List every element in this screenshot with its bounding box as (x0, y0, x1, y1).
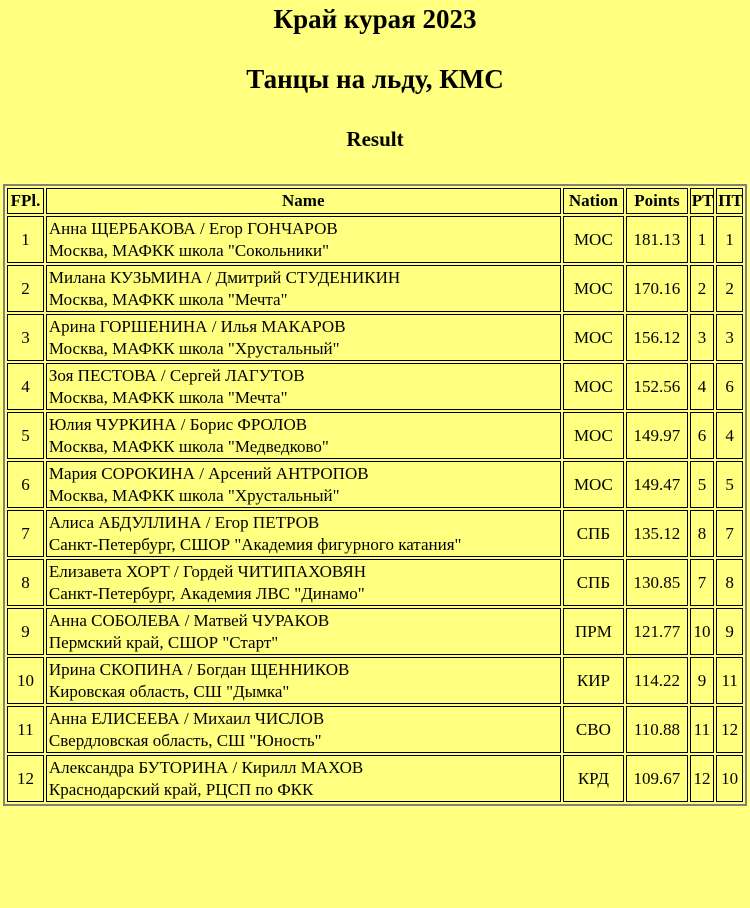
pt2-cell: 8 (716, 559, 743, 606)
pt-cell: 2 (690, 265, 715, 312)
result-heading: Result (346, 127, 404, 151)
club-name: Кировская область, СШ "Дымка" (48, 681, 290, 701)
column-header-pt2: ПТ (716, 188, 743, 214)
points-cell: 170.16 (626, 265, 688, 312)
club-name: Свердловская область, СШ "Юность" (48, 730, 322, 750)
club-name: Санкт-Петербург, СШОР "Академия фигурного катания" (48, 534, 462, 554)
pair-names: Мария СОРОКИНА / Арсений АНТРОПОВ (48, 463, 369, 483)
club-name: Москва, МАФКК школа "Хрустальный" (48, 338, 340, 358)
pair-names: Зоя ПЕСТОВА / Сергей ЛАГУТОВ (48, 365, 305, 385)
pair-names: Юлия ЧУРКИНА / Борис ФРОЛОВ (48, 414, 308, 434)
table-row (7, 216, 743, 263)
place-cell: 4 (7, 363, 44, 410)
club-name: Москва, МАФКК школа "Мечта" (48, 387, 288, 407)
pt2-cell: 6 (716, 363, 743, 410)
nation-cell: СПБ (563, 559, 625, 606)
name-cell (46, 608, 561, 655)
column-header-nation: Nation (563, 188, 625, 214)
table-row (7, 265, 743, 312)
pair-names: Елизавета ХОРТ / Гордей ЧИТИПАХОВЯН (48, 561, 366, 581)
name-cell (46, 265, 561, 312)
table-header-row (7, 188, 743, 214)
pair-names: Анна СОБОЛЕВА / Матвей ЧУРАКОВ (48, 610, 330, 630)
points-cell: 114.22 (626, 657, 688, 704)
points-cell: 149.47 (626, 461, 688, 508)
column-header-pt: PT (690, 188, 715, 214)
nation-cell: МОС (563, 363, 625, 410)
table-row (7, 510, 743, 557)
table-row (7, 412, 743, 459)
table-row (7, 706, 743, 753)
place-cell: 1 (7, 216, 44, 263)
points-cell: 130.85 (626, 559, 688, 606)
club-name: Санкт-Петербург, Академия ЛВС "Динамо" (48, 583, 365, 603)
name-cell (46, 657, 561, 704)
pt2-cell: 11 (716, 657, 743, 704)
points-cell: 181.13 (626, 216, 688, 263)
place-cell: 7 (7, 510, 44, 557)
pair-names: Ирина СКОПИНА / Богдан ЩЕННИКОВ (48, 659, 350, 679)
table-row (7, 608, 743, 655)
club-name: Москва, МАФКК школа "Сокольники" (48, 240, 330, 260)
points-cell: 149.97 (626, 412, 688, 459)
event-subtitle: Танцы на льду, КМС (246, 64, 504, 94)
table-row (7, 314, 743, 361)
pt-cell: 12 (690, 755, 715, 802)
place-cell: 11 (7, 706, 44, 753)
pt-cell: 5 (690, 461, 715, 508)
club-name: Москва, МАФКК школа "Хрустальный" (48, 485, 340, 505)
table-row (7, 559, 743, 606)
pt2-cell: 12 (716, 706, 743, 753)
results-table (3, 184, 747, 806)
place-cell: 5 (7, 412, 44, 459)
club-name: Москва, МАФКК школа "Медведково" (48, 436, 329, 456)
name-cell (46, 559, 561, 606)
pair-names: Анна ЕЛИСЕЕВА / Михаил ЧИСЛОВ (48, 708, 325, 728)
pt-cell: 11 (690, 706, 715, 753)
column-header-fpl: FPl. (7, 188, 44, 214)
pt2-cell: 2 (716, 265, 743, 312)
place-cell: 10 (7, 657, 44, 704)
club-name: Краснодарский край, РЦСП по ФКК (48, 779, 314, 799)
column-header-name: Name (46, 188, 561, 214)
pair-names: Арина ГОРШЕНИНА / Илья МАКАРОВ (48, 316, 346, 336)
results-body (7, 216, 743, 802)
nation-cell: СВО (563, 706, 625, 753)
points-cell: 121.77 (626, 608, 688, 655)
points-cell: 135.12 (626, 510, 688, 557)
nation-cell: КРД (563, 755, 625, 802)
pt-cell: 7 (690, 559, 715, 606)
name-cell (46, 755, 561, 802)
column-header-points: Points (626, 188, 688, 214)
page-title: Край курая 2023 (273, 4, 477, 34)
table-row (7, 657, 743, 704)
pt2-cell: 5 (716, 461, 743, 508)
place-cell: 6 (7, 461, 44, 508)
place-cell: 12 (7, 755, 44, 802)
nation-cell: МОС (563, 412, 625, 459)
name-cell (46, 510, 561, 557)
pair-names: Анна ЩЕРБАКОВА / Егор ГОНЧАРОВ (48, 218, 338, 238)
table-row (7, 755, 743, 802)
name-cell (46, 216, 561, 263)
pt2-cell: 9 (716, 608, 743, 655)
pt2-cell: 3 (716, 314, 743, 361)
nation-cell: МОС (563, 314, 625, 361)
nation-cell: МОС (563, 216, 625, 263)
pair-names: Алиса АБДУЛЛИНА / Егор ПЕТРОВ (48, 512, 320, 532)
pt-cell: 10 (690, 608, 715, 655)
name-cell (46, 461, 561, 508)
name-cell (46, 314, 561, 361)
pt2-cell: 7 (716, 510, 743, 557)
points-cell: 109.67 (626, 755, 688, 802)
name-cell (46, 363, 561, 410)
nation-cell: ПРМ (563, 608, 625, 655)
pt-cell: 6 (690, 412, 715, 459)
club-name: Москва, МАФКК школа "Мечта" (48, 289, 288, 309)
pair-names: Александра БУТОРИНА / Кирилл МАХОВ (48, 757, 364, 777)
pt-cell: 8 (690, 510, 715, 557)
place-cell: 2 (7, 265, 44, 312)
pt2-cell: 10 (716, 755, 743, 802)
place-cell: 8 (7, 559, 44, 606)
pt-cell: 3 (690, 314, 715, 361)
points-cell: 156.12 (626, 314, 688, 361)
points-cell: 110.88 (626, 706, 688, 753)
nation-cell: СПБ (563, 510, 625, 557)
pair-names: Милана КУЗЬМИНА / Дмитрий СТУДЕНИКИН (48, 267, 401, 287)
table-row (7, 363, 743, 410)
place-cell: 9 (7, 608, 44, 655)
pt2-cell: 1 (716, 216, 743, 263)
club-name: Пермский край, СШОР "Старт" (48, 632, 279, 652)
place-cell: 3 (7, 314, 44, 361)
name-cell (46, 706, 561, 753)
points-cell: 152.56 (626, 363, 688, 410)
pt-cell: 9 (690, 657, 715, 704)
nation-cell: МОС (563, 265, 625, 312)
pt-cell: 1 (690, 216, 715, 263)
pt-cell: 4 (690, 363, 715, 410)
pt2-cell: 4 (716, 412, 743, 459)
name-cell (46, 412, 561, 459)
nation-cell: КИР (563, 657, 625, 704)
nation-cell: МОС (563, 461, 625, 508)
table-row (7, 461, 743, 508)
